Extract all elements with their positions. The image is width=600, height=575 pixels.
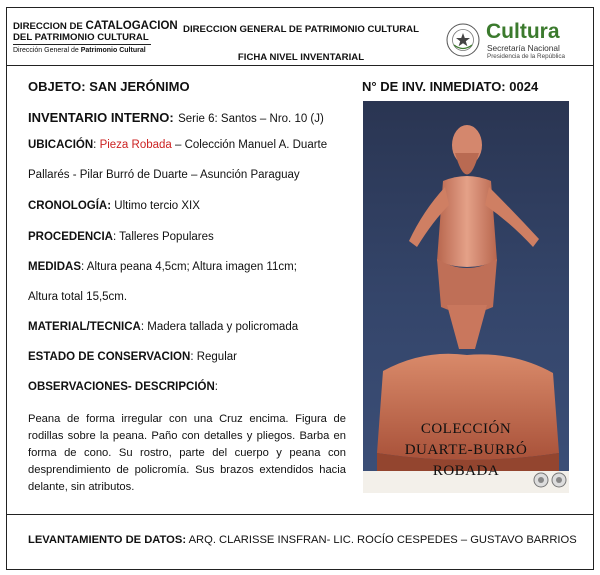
inventory-number: N° DE INV. INMEDIATO: 0024: [362, 79, 539, 94]
org-line-3: Dirección General de Patrimonio Cultural: [13, 47, 146, 54]
org-logo-text: [13, 20, 178, 55]
ubicacion-row-2: Pallarés - Pilar Burró de Duarte – Asunción Paraguay: [28, 169, 300, 181]
logo-wordmark: Cultura: [486, 20, 560, 43]
stolen-piece-flag: Pieza Robada: [99, 139, 172, 151]
org-line-1: DIRECCION DE CATALOGACION: [13, 20, 178, 32]
cronologia-row: CRONOLOGÍA: Ultimo tercio XIX: [28, 200, 200, 212]
logo-subtitle-2: Presidencia de la República: [487, 53, 566, 60]
national-seal-icon: [446, 23, 480, 57]
watermark-line-3: ROBADA: [432, 463, 500, 479]
inventario-row: INVENTARIO INTERNO: Serie 6: Santos – Nro. 10 (J): [28, 110, 324, 125]
watermark-line-1: COLECCIÓN: [420, 421, 512, 437]
camera-controls-icon: [532, 472, 568, 488]
document-subtitle: FICHA NIVEL INVENTARIAL: [237, 52, 365, 63]
objeto-row: OBJETO: SAN JERÓNIMO: [28, 79, 190, 94]
description-text: Peana de forma irregular con una Cruz encima. Figura de rodillas sobre la peana. Paño con detalles y pliegos. Barba en forma de cono. Su rostro, parte del cuerpo y peana con desprendimiento de policromía. Sus brazos extendidos hacia delante, sin atributos.: [28, 413, 346, 493]
org-line-2: DEL PATRIMONIO CULTURAL: [13, 32, 149, 43]
logo-subtitle-1: Secretaría Nacional: [487, 43, 560, 53]
data-survey-credit: LEVANTAMIENTO DE DATOS: ARQ. CLARISSE INSFRAN- LIC. ROCÍO CESPEDES – GUSTAVO BARRIOS: [28, 534, 577, 546]
observaciones-row: OBSERVACIONES- DESCRIPCIÓN:: [28, 381, 218, 393]
footer-divider: [6, 514, 594, 515]
watermark-line-2: DUARTE-BURRÓ: [404, 442, 528, 458]
medidas-row-2: Altura total 15,5cm.: [28, 291, 128, 303]
header-divider: [6, 65, 594, 66]
procedencia-row: PROCEDENCIA: Talleres Populares: [28, 231, 214, 243]
cultura-logo: [446, 20, 586, 62]
medidas-row: MEDIDAS: Altura peana 4,5cm; Altura imagen 11cm;: [28, 261, 297, 273]
ubicacion-row: UBICACIÓN: Pieza Robada – Colección Manuel A. Duarte: [28, 139, 328, 151]
document-title: DIRECCION GENERAL DE PATRIMONIO CULTURAL: [183, 24, 419, 35]
material-row: MATERIAL/TECNICA: Madera tallada y policromada: [28, 321, 299, 333]
estado-row: ESTADO DE CONSERVACION: Regular: [28, 351, 237, 363]
org-rule: [13, 44, 151, 45]
